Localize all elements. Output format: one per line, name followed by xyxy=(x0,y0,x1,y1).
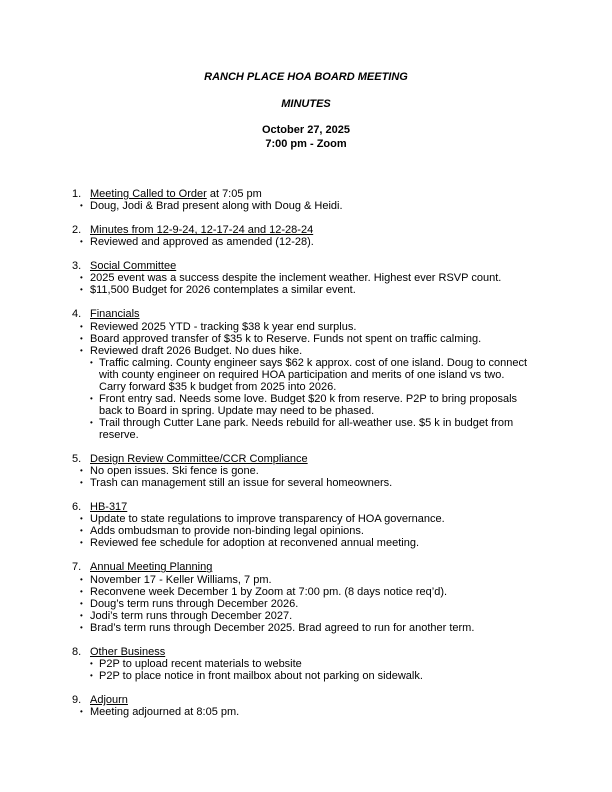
bullet-text-line: • Reviewed draft 2026 Budget. No dues hike. xyxy=(90,344,303,357)
bullet-text-line: • Update to state regulations to improve transparency of HOA governance. xyxy=(90,513,445,526)
meeting-date: October 27, 2025 xyxy=(261,124,351,136)
agenda-section xyxy=(0,561,612,633)
bullet-text-line: • Doug’s term runs through December 2026. xyxy=(90,597,299,610)
section-title: Minutes from 12-9-24, 12-17-24 and 12-28-24 xyxy=(90,224,314,237)
section-title: Design Review Committee/CCR Compliance xyxy=(90,453,308,466)
section-number: 5. xyxy=(72,453,82,466)
agenda-section xyxy=(0,260,612,296)
bullet-text-line: • Jodi’s term runs through December 2027. xyxy=(90,609,293,622)
section-title: Annual Meeting Planning xyxy=(90,561,213,574)
bullet-item xyxy=(0,622,612,634)
bullet-text-line: • Doug, Jodi & Brad present along with Doug & Heidi. xyxy=(90,200,343,213)
section-number: 3. xyxy=(72,260,82,273)
bullet-text-line: • No open issues. Ski fence is gone. xyxy=(90,465,259,478)
sub-bullet-item xyxy=(0,658,612,670)
agenda-section xyxy=(0,308,612,441)
bullet-item xyxy=(0,200,612,212)
bullet-text-line: • Reviewed fee schedule for adoption at reconvened annual meeting. xyxy=(90,537,420,550)
bullet-item xyxy=(0,610,612,622)
section-heading xyxy=(0,188,612,200)
agenda-section xyxy=(0,694,612,718)
section-title: Meeting Called to Order xyxy=(90,188,207,200)
bullet-item xyxy=(0,465,612,477)
bullet-text-line: • Meeting adjourned at 8:05 pm. xyxy=(90,706,240,719)
agenda-section xyxy=(0,224,612,248)
bullet-item xyxy=(0,236,612,248)
section-number: 6. xyxy=(72,501,82,514)
bullet-text-line: • P2P to place notice in front mailbox about not parking on sidewalk. xyxy=(99,669,423,682)
bullet-item xyxy=(0,284,612,296)
sub-bullet-item xyxy=(0,393,612,417)
section-heading xyxy=(0,561,612,573)
section-title: Other Business xyxy=(90,645,166,658)
agenda-section xyxy=(0,188,612,212)
section-number: 9. xyxy=(72,693,82,706)
bullet-text-line: • Trash can management still an issue for several homeowners. xyxy=(90,477,393,490)
sub-bullet-item xyxy=(0,357,612,393)
section-title: HB-317 xyxy=(90,501,128,514)
bullet-text-line: • Brad’s term runs through December 2025. Brad agreed to run for another term. xyxy=(90,621,475,634)
meeting-time: 7:00 pm - Zoom xyxy=(265,138,347,150)
minutes-body xyxy=(0,188,612,730)
bullet-text-line: • Board approved transfer of $35 k to Reserve. Funds not spent on traffic calming. xyxy=(90,332,482,345)
bullet-item xyxy=(0,537,612,549)
agenda-section xyxy=(0,646,612,682)
bullet-item xyxy=(0,525,612,537)
section-heading xyxy=(0,646,612,658)
section-number: 7. xyxy=(72,561,82,574)
bullet-text-line: • Trail through Cutter Lane park. Needs rebuild for all-weather use. $5 k in budget from xyxy=(99,416,514,429)
bullet-text-line: reserve. xyxy=(99,428,139,441)
section-heading xyxy=(0,260,612,272)
bullet-item xyxy=(0,333,612,345)
bullet-text-line: back to Board in spring. Update may need to be phased. xyxy=(99,404,375,417)
bullet-text-line: Carry forward $35 k budget from 2025 into 2026. xyxy=(99,380,337,393)
section-number: 4. xyxy=(72,308,82,321)
bullet-text-line: • Front entry sad. Needs some love. Budget $20 k from reserve. P2P to bring proposals xyxy=(99,392,518,405)
document-subtitle: MINUTES xyxy=(281,98,331,110)
bullet-text-line: • 2025 event was a success despite the inclement weather. Highest ever RSVP count. xyxy=(90,272,502,285)
bullet-item xyxy=(0,477,612,489)
sub-bullet-item xyxy=(0,670,612,682)
section-title: Financials xyxy=(90,308,140,321)
section-title: Social Committee xyxy=(90,260,177,273)
bullet-text-line: • $11,500 Budget for 2026 contemplates a similar event. xyxy=(90,284,356,297)
bullet-text-line: • Reviewed and approved as amended (12-28). xyxy=(90,236,314,249)
bullet-text-line: • November 17 - Keller Williams, 7 pm. xyxy=(90,573,272,586)
bullet-item xyxy=(0,706,612,718)
bullet-item xyxy=(0,586,612,598)
bullet-text-line: • Adds ombudsman to provide non-binding legal opinions. xyxy=(90,525,364,538)
section-heading xyxy=(0,224,612,236)
section-number: 1. xyxy=(72,188,82,200)
section-heading-suffix: at 7:05 pm xyxy=(206,188,262,200)
sub-bullet-item xyxy=(0,417,612,441)
section-heading xyxy=(0,453,612,465)
bullet-item xyxy=(0,574,612,586)
document-title: RANCH PLACE HOA BOARD MEETING xyxy=(204,71,408,83)
section-heading xyxy=(0,694,612,706)
bullet-text-line: • P2P to upload recent materials to website xyxy=(99,657,302,670)
bullet-text-line: • Traffic calming. County engineer says $62 k approx. cost of one island. Doug to connect xyxy=(99,356,528,369)
bullet-item xyxy=(0,598,612,610)
bullet-item xyxy=(0,272,612,284)
agenda-section xyxy=(0,501,612,549)
bullet-text-line: • Reconvene week December 1 by Zoom at 7:00 pm. (8 days notice req’d). xyxy=(90,585,448,598)
bullet-item xyxy=(0,321,612,333)
section-number: 8. xyxy=(72,645,82,658)
bullet-text-line: with county engineer on required HOA participation and merits of one island vs two. xyxy=(99,368,505,381)
bullet-text-line: • Reviewed 2025 YTD - tracking $38 k year end surplus. xyxy=(90,320,357,333)
section-title: Adjourn xyxy=(90,693,128,706)
agenda-section xyxy=(0,453,612,489)
section-number: 2. xyxy=(72,224,82,237)
section-heading xyxy=(0,501,612,513)
bullet-item xyxy=(0,513,612,525)
section-heading xyxy=(0,308,612,320)
bullet-item xyxy=(0,345,612,357)
